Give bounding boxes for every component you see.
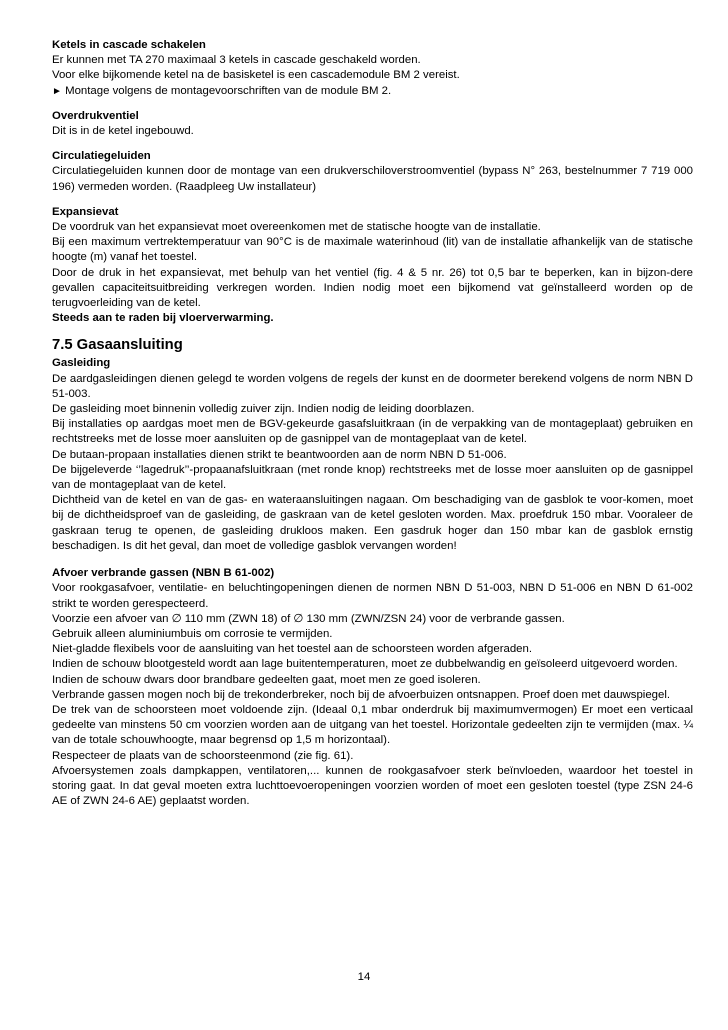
afvoer-line: Voorzie een afvoer van ∅ 110 mm (ZWN 18) of ∅ 130 mm (ZWN/ZSN 24) voor de verbrande gassen. <box>52 612 565 625</box>
gasleiding-paragraph-2: De gasleiding moet binnenin volledig zuiver zijn. Indien nodig de leiding doorblazen. <box>52 403 475 416</box>
afvoer-line: Voor rookgasafvoer, ventilatie- en beluchtingopeningen dienen de normen NBN D 51-003, NBN D 51-006 en NBN D 61-002 strikt te worden gerespecteerd. <box>52 582 693 610</box>
expansievat-note: Steeds aan te raden bij vloerverwarming. <box>52 312 274 325</box>
section-circulatiegeluiden <box>52 149 693 195</box>
expansievat-title: Expansievat <box>52 205 119 218</box>
gasleiding-title: Gasleiding <box>52 357 111 370</box>
gasleiding-paragraph-4b: De bijgeleverde ‘’lagedruk’’-propaanafsluitkraan (met ronde knop) rechtstreeks met de losse moer aansluiten op de gasnippel van de montageplaat van de ketel. <box>52 463 693 492</box>
cascade-line-3-text: Montage volgens de montagevoorschriften van de module BM 2. <box>65 84 392 97</box>
overdrukventiel-title: Overdrukventiel <box>52 109 139 122</box>
section-overdrukventiel <box>52 109 693 139</box>
cascade-line-1: Er kunnen met TA 270 maximaal 3 ketels in cascade geschakeld worden. <box>52 54 421 67</box>
document-page <box>52 38 693 815</box>
expansievat-paragraph-2: Bij een maximum vertrektemperatuur van 90°C is de maximale waterinhoud (lit) van de installatie afhankelijk van de statische hoogte (m) vanaf het toestel. <box>52 236 693 264</box>
cascade-line-3 <box>52 84 693 99</box>
gasleiding-paragraph-4a: De butaan-propaan installaties dienen strikt te beantwoorden aan de norm NBN D 51-006. <box>52 448 507 461</box>
gasleiding-paragraph-1: De aardgasleidingen dienen gelegd te worden volgens de regels der kunst en de doormeter berekend volgens de norm NBN D 51-003. <box>52 372 693 400</box>
gasleiding-paragraph-5: Dichtheid van de ketel en van de gas- en wateraansluitingen nagaan. Om beschadiging van de gasblok te voor-komen, moet bij de dichtheidsproef van de gasleiding, de gaskraan van de ketel gesloten worden. Max. proefdruk 150 mbar. Vooraleer de gaskraan terug te openen, de gasleiding drukloos maken. Een gasdruk hoger dan 150 mbar kan de gasblok ernstig beschadigen. Is dit het geval, dan moet de volledige gasblok vervangen worden! <box>52 494 693 552</box>
afvoer-line: Indien de schouw blootgesteld wordt aan lage buitentemperaturen, moet ze dubbelwandig en geïsoleerd uitgevoerd worden. <box>52 658 678 671</box>
afvoer-line: Gebruik alleen aluminiumbuis om corrosie te vermijden. <box>52 627 333 640</box>
afvoer-line: Verbrande gassen mogen noch bij de trekonderbreker, noch bij de afvoerbuizen ontsnappen. Proef doen met dauwspiegel. <box>52 688 671 701</box>
afvoer-line: De trek van de schoorsteen moet voldoende zijn. (Ideaal 0,1 mbar onderdruk bij maximumvermogen) Er moet een verticaal gedeelte van minstens 50 cm voorzien worden aan de uitgang van het toestel. Horizontale gedeelten zijn te vermijden (max. ¼ van de totale schouwhoogte, maar begrensd op 1,5 m horizontaal). <box>52 703 693 747</box>
afvoer-line: Indien de schouw dwars door brandbare gedeelten gaat, moet men ze goed isoleren. <box>52 673 481 686</box>
circulatiegeluiden-title: Circulatiegeluiden <box>52 150 151 163</box>
cascade-title: Ketels in cascade schakelen <box>52 39 206 51</box>
overdrukventiel-text: Dit is in de ketel ingebouwd. <box>52 125 194 138</box>
expansievat-paragraph-1: De voordruk van het expansievat moet overeenkomen met de statische hoogte van de installatie. <box>52 221 541 234</box>
section-heading-gasaansluiting: 7.5 Gasaansluiting <box>52 337 183 354</box>
cascade-line-2: Voor elke bijkomende ketel na de basisketel is een cascademodule BM 2 vereist. <box>52 69 460 82</box>
circulatiegeluiden-text: Circulatiegeluiden kunnen door de montage van een drukverschiloverstroomventiel (bypass N° 263, bestelnummer 7 719 000 196) vermeden worden. (Raadpleeg Uw installateur) <box>52 165 693 193</box>
page-number: 14 <box>357 971 371 983</box>
afvoer-line: Respecteer de plaats van de schoorsteenmond (zie fig. 61). <box>52 749 354 762</box>
section-gasleiding <box>52 356 693 554</box>
arrow-right-icon: ► <box>52 85 62 97</box>
expansievat-paragraph-3: Door de druk in het expansievat, met behulp van het ventiel (fig. 4 & 5 nr. 26) tot 0,5 bar te beperken, kan in bijzon-dere gevallen capaciteitsuitbreiding verkregen worden. Indien nodig moet een bijkomend vat geïnstalleerd worden op de terugvoerleiding van de ketel. <box>52 266 693 310</box>
afvoer-line: Niet-gladde flexibels voor de aansluiting van het toestel aan de schoorsteen worden afgeraden. <box>52 643 532 656</box>
section-cascade <box>52 38 693 99</box>
section-expansievat <box>52 205 693 327</box>
gasleiding-paragraph-3: Bij installaties op aardgas moet men de BGV-gekeurde gasafsluitkraan (in de verpakking van de montageplaat) gebruiken en rechtstreeks met de losse moer aansluiten op de gasnippel van de montageplaat van de ketel. <box>52 418 693 446</box>
afvoer-line: Afvoersystemen zoals dampkappen, ventilatoren,... kunnen de rookgasafvoer sterk beïnvloeden, waardoor het toestel in storing gaat. In dat geval moeten extra luchttoevoeropeningen voorzien worden of moet een gesloten toestel (type ZSN 24-6 AE of ZWN 24-6 AE) geplaatst worden. <box>52 764 693 808</box>
section-afvoer <box>52 566 693 809</box>
afvoer-title: Afvoer verbrande gassen (NBN B 61-002) <box>52 567 275 580</box>
